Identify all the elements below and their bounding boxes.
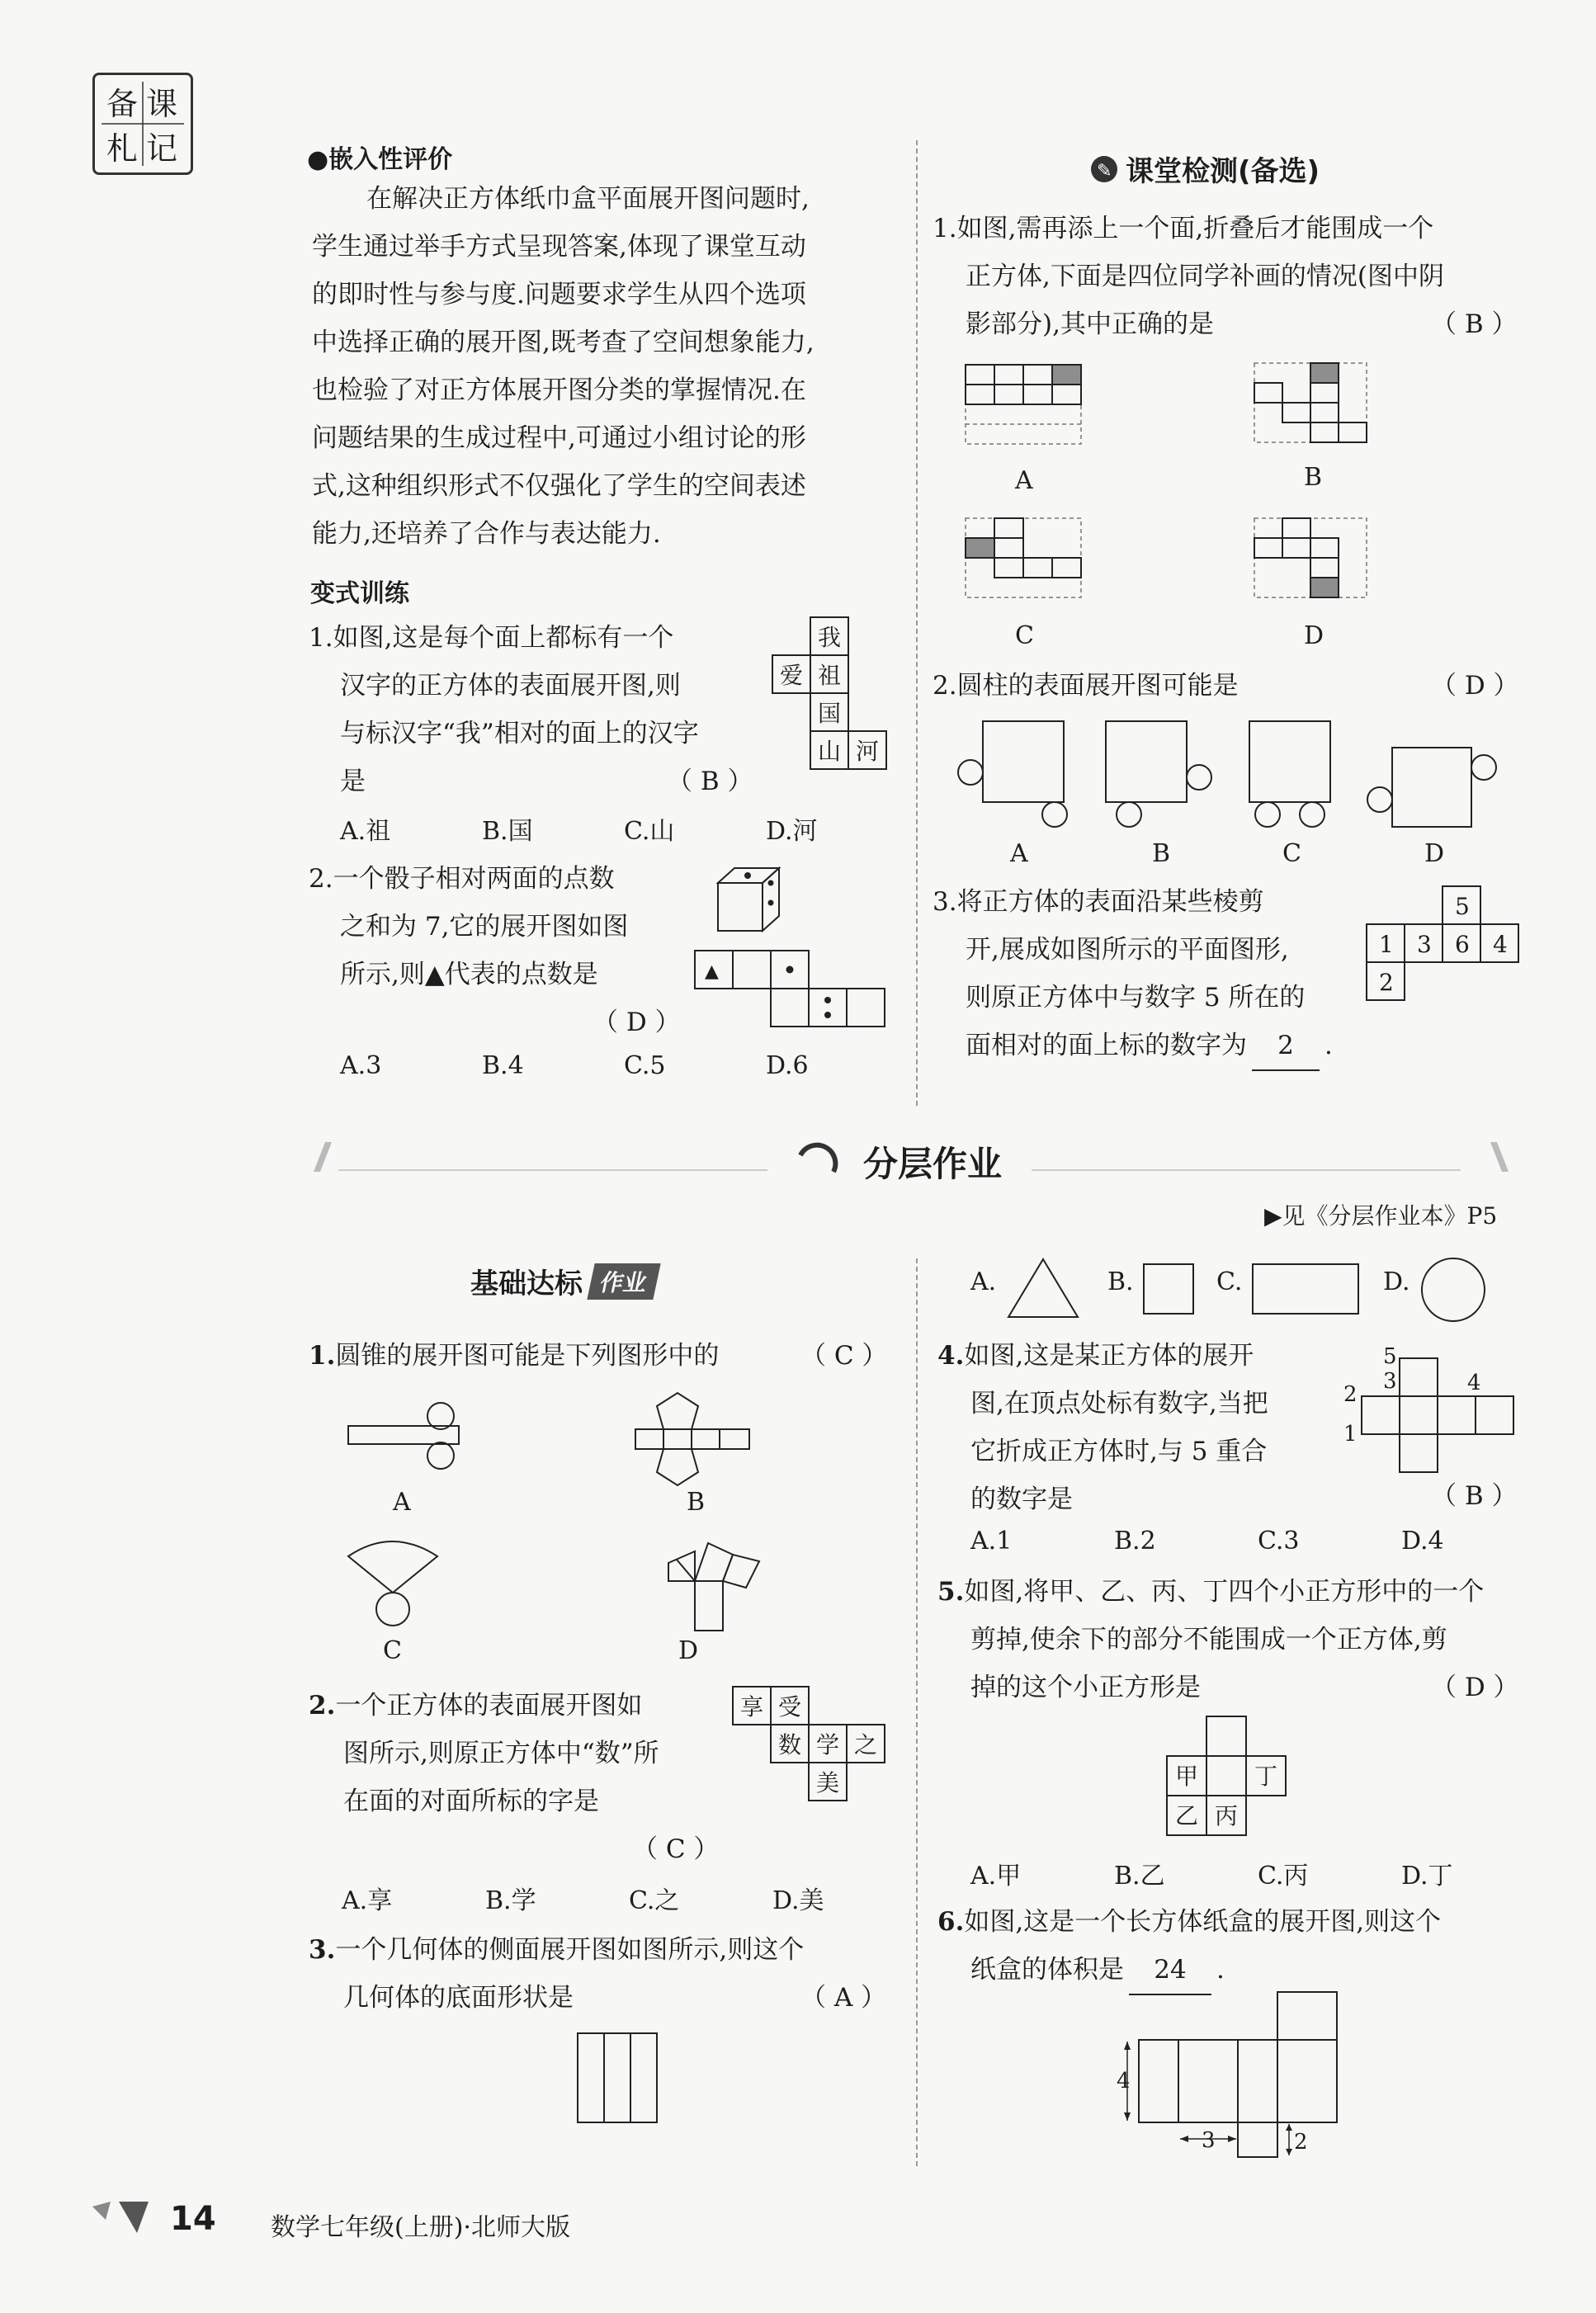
hw-q4-options — [970, 1527, 1532, 1555]
fig-label: C — [383, 1636, 402, 1665]
option: D.美 — [772, 1886, 824, 1915]
q-line: 开,展成如图所示的平面图形, — [966, 935, 1289, 965]
option: B.4 — [482, 1051, 524, 1080]
q-line: 纸盒的体积是 — [970, 1955, 1124, 1985]
figure-d — [1254, 518, 1367, 597]
q-num: 2. — [309, 1691, 336, 1721]
net-number: 5 — [1455, 893, 1470, 920]
para-line: 的即时性与参与度.问题要求学生从四个选项 — [312, 280, 806, 309]
vertex-number: 1 — [1343, 1422, 1358, 1447]
q-line: 3.将正方体的表面沿某些棱剪 — [933, 887, 1264, 917]
layered-homework-title: 分层作业 — [863, 1144, 1003, 1184]
q-line: 在面的对面所标的字是 — [343, 1787, 599, 1816]
q-text: 圆锥的展开图可能是下列图形中的 — [335, 1341, 720, 1371]
variant-q1-net — [769, 616, 893, 781]
net-char: 丙 — [1215, 1802, 1239, 1829]
pencil-badge-icon — [1089, 154, 1119, 184]
q-line: 如图,这是某正方体的展开 — [964, 1341, 1254, 1371]
hw-q5-answer: （ D ） — [1431, 1673, 1519, 1702]
book-title: 数学七年级(上册)·北师大版 — [271, 2213, 570, 2242]
q-num: 5. — [937, 1577, 965, 1607]
variant-q1-answer: （ B ） — [667, 767, 753, 796]
net-char: 丁 — [1254, 1763, 1278, 1790]
net-char: 山 — [818, 738, 842, 765]
variant-q2-options — [340, 1051, 901, 1080]
hw-q4-net — [1334, 1340, 1528, 1480]
option: B.国 — [482, 817, 533, 846]
figure-b — [1254, 363, 1367, 442]
q-line: 则原正方体中与数字 5 所在的 — [966, 983, 1306, 1013]
option: A. — [970, 1267, 997, 1296]
q-num: 4. — [937, 1341, 965, 1371]
option: C.山 — [624, 817, 675, 846]
hw-q2-options — [342, 1880, 903, 1916]
fig-label: A — [393, 1488, 411, 1517]
option: A.享 — [342, 1886, 393, 1915]
q-line: 之和为 7,它的展开图如图 — [340, 912, 629, 942]
variant-q2-answer: （ D ） — [593, 1008, 681, 1037]
dimension-label: 2 — [1294, 2130, 1308, 2155]
hw-q2-net — [730, 1683, 895, 1807]
check-q2-answer: （ D ） — [1431, 671, 1519, 701]
option: D.4 — [1401, 1527, 1444, 1555]
q-line: 1.如图,这是每个面上都标有一个 — [309, 623, 674, 653]
q-line: 正方体,下面是四位同学补画的情况(图中阴 — [966, 262, 1444, 291]
option: D.丁 — [1401, 1862, 1453, 1891]
q-line: 它折成正方体时,与 5 重合 — [970, 1437, 1268, 1466]
option: B. — [1107, 1267, 1134, 1296]
variant-training-heading: 变式训练 — [310, 579, 409, 608]
q-line: 所示,则▲代表的点数是 — [340, 960, 598, 989]
figure-c — [966, 518, 1081, 597]
fig-label: A — [1010, 839, 1028, 868]
option: D. — [1383, 1267, 1410, 1296]
stamp-char: 记 — [146, 130, 178, 167]
fig-label: B — [1152, 839, 1171, 868]
q-line: 一个正方体的表面展开图如 — [335, 1691, 643, 1721]
basic-section-title: 基础达标 — [470, 1267, 583, 1300]
q-num: 1. — [309, 1341, 336, 1371]
assessment-paragraph — [312, 175, 906, 558]
option: C.5 — [624, 1051, 666, 1080]
option: A.1 — [970, 1527, 1013, 1555]
para-line: 也检验了对正方体展开图分类的掌握情况.在 — [312, 375, 806, 405]
net-number: 3 — [1417, 931, 1432, 958]
q-line: 汉字的正方体的表面展开图,则 — [340, 671, 681, 701]
cylinder-figures — [957, 715, 1518, 880]
stamp-char: 札 — [106, 130, 139, 167]
notes-stamp — [92, 73, 193, 175]
option: B.乙 — [1114, 1862, 1165, 1891]
hw-q2 — [309, 1682, 738, 1825]
option: A.3 — [340, 1051, 382, 1080]
page-number: 14 — [170, 2200, 216, 2238]
figure-a — [966, 365, 1081, 444]
triangle-icon: ▲ — [705, 961, 719, 982]
dimension-label: 3 — [1202, 2128, 1216, 2153]
circle-shape — [1416, 1256, 1490, 1325]
q-line: 与标汉字“我”相对的面上的汉字 — [340, 719, 699, 748]
dice-figure — [693, 858, 891, 1040]
net-char: 之 — [854, 1731, 878, 1758]
check-q3-net — [1363, 885, 1528, 1008]
class-check-heading-wrap — [1089, 149, 1320, 189]
column-divider-top — [916, 140, 918, 1106]
net-char: 爱 — [780, 662, 804, 689]
q-line: 是 — [340, 767, 366, 796]
net-char: 数 — [778, 1731, 802, 1758]
square-shape — [1142, 1263, 1197, 1317]
net-number: 4 — [1493, 931, 1508, 958]
check-q2-text: 2.圆柱的表面展开图可能是 — [933, 671, 1239, 701]
q-line: 如图,将甲、乙、丙、丁四个小正方形中的一个 — [964, 1577, 1485, 1607]
option: D.河 — [766, 817, 818, 846]
q-line: 1.如图,需再添上一个面,折叠后才能围成一个 — [933, 214, 1434, 243]
q-line: 掉的这个小正方形是 — [970, 1673, 1201, 1702]
fig-label: C — [1015, 621, 1034, 650]
net-char: 国 — [818, 700, 842, 727]
hw-q6-box-net — [1114, 1990, 1386, 2164]
q-line: 一个几何体的侧面展开图如图所示,则这个 — [335, 1935, 805, 1965]
q-line: 面相对的面上标的数字为 — [966, 1031, 1247, 1060]
fig-label: D — [1304, 621, 1324, 650]
option: A.祖 — [340, 817, 391, 846]
option: C.之 — [629, 1886, 680, 1915]
triangle-shape — [1005, 1256, 1081, 1322]
hw-q1-answer: （ C ） — [800, 1341, 888, 1371]
answer-blank: 2 — [1252, 1022, 1320, 1071]
hw-q2-answer: （ C ） — [632, 1834, 720, 1864]
q-num: 6. — [937, 1907, 965, 1937]
option: B.2 — [1114, 1527, 1156, 1555]
assessment-heading: ●嵌入性评价 — [307, 145, 453, 174]
homework-book-reference: ▶见《分层作业本》P5 — [1264, 1202, 1498, 1230]
net-number: 2 — [1379, 969, 1394, 996]
fig-label: B — [1304, 463, 1323, 492]
fig-label: D — [678, 1636, 699, 1665]
net-char: 乙 — [1175, 1802, 1199, 1829]
hw-q1 — [309, 1332, 719, 1380]
rectangle-shape — [1251, 1263, 1362, 1317]
para-line: 问题结果的生成过程中,可通过小组讨论的形 — [312, 423, 806, 453]
dimension-label: 4 — [1117, 2069, 1131, 2094]
check-q3-text: 3.将正方体的表面沿某些棱剪 开,展成如图所示的平面图形, 则原正方体中与数字 5 所在的 面相对的面上标的数字为 2 . — [933, 878, 1362, 1071]
option: C.3 — [1258, 1527, 1300, 1555]
net-char: 学 — [816, 1731, 840, 1758]
hw-q4 — [937, 1332, 1334, 1523]
option: C. — [1216, 1267, 1243, 1296]
hw-q6: 6.如图,这是一个长方体纸盒的展开图,则这个 纸盒的体积是 24 . — [937, 1898, 1548, 1995]
net-char: 我 — [818, 624, 842, 651]
basic-section-header — [470, 1261, 657, 1301]
para-line: 中选择正确的展开图,既考查了空间想象能力, — [312, 328, 815, 357]
cone-net-figures — [330, 1386, 792, 1675]
net-char: 河 — [856, 738, 880, 765]
footer-logo-icon — [86, 2195, 152, 2236]
vertex-number: 5 — [1383, 1344, 1397, 1369]
net-char: 甲 — [1175, 1763, 1199, 1790]
variant-q2-text — [309, 855, 688, 998]
vertex-number: 2 — [1343, 1382, 1358, 1407]
option: B.学 — [485, 1886, 536, 1915]
net-number: 1 — [1379, 931, 1394, 958]
q-line: 图,在顶点处标有数字,当把 — [970, 1389, 1268, 1418]
q-line: 几何体的底面形状是 — [343, 1983, 574, 2013]
hw-q5-options — [970, 1855, 1532, 1891]
svg-text:✎: ✎ — [1097, 160, 1112, 182]
side-net-figure — [574, 2030, 665, 2129]
q3-shape-options — [970, 1256, 1507, 1322]
net-char: 享 — [740, 1693, 764, 1721]
hw-q4-answer: （ B ） — [1431, 1481, 1518, 1511]
variant-q1-options — [340, 810, 901, 847]
fig-label: A — [1015, 466, 1033, 495]
homework-tag: 作业 — [587, 1263, 660, 1300]
fig-label: D — [1424, 839, 1445, 868]
option: D.6 — [766, 1051, 809, 1080]
para-line: 能力,还培养了合作与表达能力. — [312, 519, 661, 549]
q-line: 如图,这是一个长方体纸盒的展开图,则这个 — [964, 1907, 1442, 1937]
q-line: 图所示,则原正方体中“数”所 — [343, 1739, 659, 1768]
q-num: 3. — [309, 1935, 336, 1965]
net-char: 受 — [778, 1693, 802, 1721]
para-line: 式,这种组织形式不仅强化了学生的空间表述 — [312, 471, 806, 501]
stamp-char: 课 — [146, 86, 178, 122]
q-line: 剪掉,使余下的部分不能围成一个正方体,剪 — [970, 1625, 1447, 1655]
column-divider-bottom — [916, 1258, 918, 2166]
hw-q3-answer: （ A ） — [800, 1983, 887, 2013]
net-number: 6 — [1455, 931, 1470, 958]
net-char: 祖 — [818, 662, 842, 689]
check-q1-answer: （ B ） — [1431, 309, 1518, 339]
para-line: 学生通过举手方式呈现答案,体现了课堂互动 — [312, 232, 806, 262]
vertex-number: 3 — [1383, 1369, 1397, 1394]
stamp-char: 备 — [106, 86, 139, 122]
para-line: 在解决正方体纸巾盒平面展开图问题时, — [366, 184, 810, 214]
q-line: 影部分),其中正确的是 — [966, 309, 1214, 339]
vertex-number: 4 — [1467, 1371, 1481, 1395]
q-line: 2.一个骰子相对两面的点数 — [309, 864, 615, 894]
option: A.甲 — [970, 1862, 1022, 1891]
option: C.丙 — [1258, 1862, 1309, 1891]
class-check-heading: 课堂检测(备选) — [1126, 155, 1320, 188]
hw-q5-net — [1164, 1713, 1329, 1837]
answer-blank: 24 — [1129, 1946, 1211, 1995]
fig-label: B — [687, 1488, 706, 1517]
net-char: 美 — [816, 1769, 840, 1796]
q-line: 的数字是 — [970, 1485, 1073, 1514]
check-q1-figures — [957, 355, 1386, 660]
fig-label: C — [1282, 839, 1301, 868]
